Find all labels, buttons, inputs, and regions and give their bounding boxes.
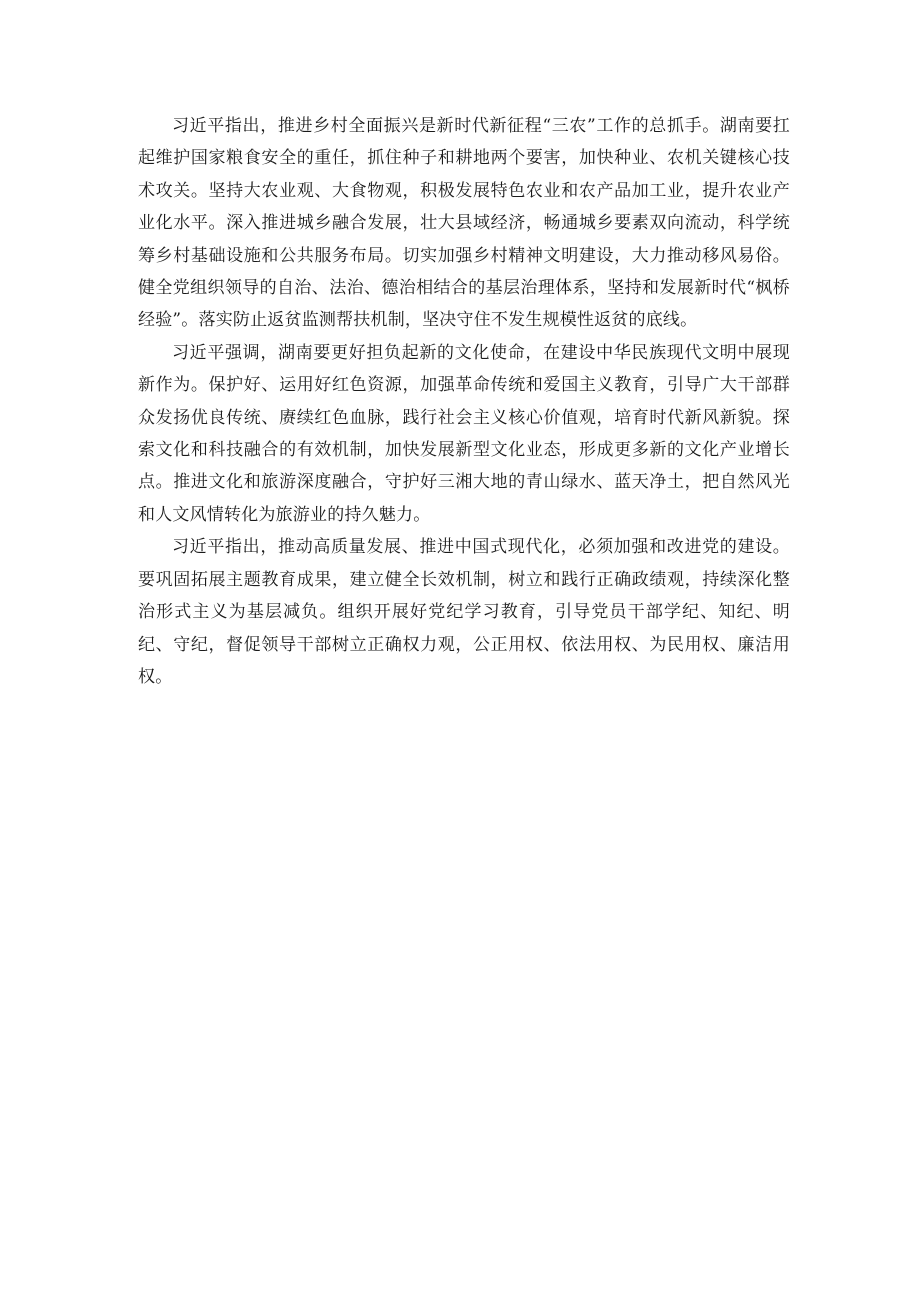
paragraph-party-building: 习近平指出，推动高质量发展、推进中国式现代化，必须加强和改进党的建设。要巩固拓展主题教育成果，建立健全长效机制，树立和践行正确政绩观，持续深化整治形式主义为基层减负。组织开展好党纪学习教育，引导党员干部学纪、知纪、明纪、守纪，督促领导干部树立正确权力观，公正用权、依法用权、为民用权、廉洁用权。 [138, 537, 790, 687]
paragraph-cultural-mission: 习近平强调，湖南要更好担负起新的文化使命，在建设中华民族现代文明中展现新作为。保护好、运用好红色资源，加强革命传统和爱国主义教育，引导广大干部群众发扬优良传统、赓续红色血脉，践行社会主义核心价值观，培育时代新风新貌。探索文化和科技融合的有效机制，加快发展新型文化业态，形成更多新的文化产业增长点。推进文化和旅游深度融合，守护好三湘大地的青山绿水、蓝天净土，把自然风光和人文风情转化为旅游业的持久魅力。 [138, 342, 790, 525]
document-body [138, 110, 790, 693]
paragraph-rural-revitalization: 习近平指出，推进乡村全面振兴是新时代新征程“三农”工作的总抓手。湖南要扛起维护国家粮食安全的重任，抓住种子和耕地两个要害，加快种业、农机关键核心技术攻关。坚持大农业观、大食物观，积极发展特色农业和农产品加工业，提升农业产业化水平。深入推进城乡融合发展，壮大县域经济，畅通城乡要素双向流动，科学统筹乡村基础设施和公共服务布局。切实加强乡村精神文明建设，大力推动移风易俗。健全党组织领导的自治、法治、德治相结合的基层治理体系，坚持和发展新时代“枫桥经验”。落实防止返贫监测帮扶机制，坚决守住不发生规模性返贫的底线。 [138, 116, 790, 331]
